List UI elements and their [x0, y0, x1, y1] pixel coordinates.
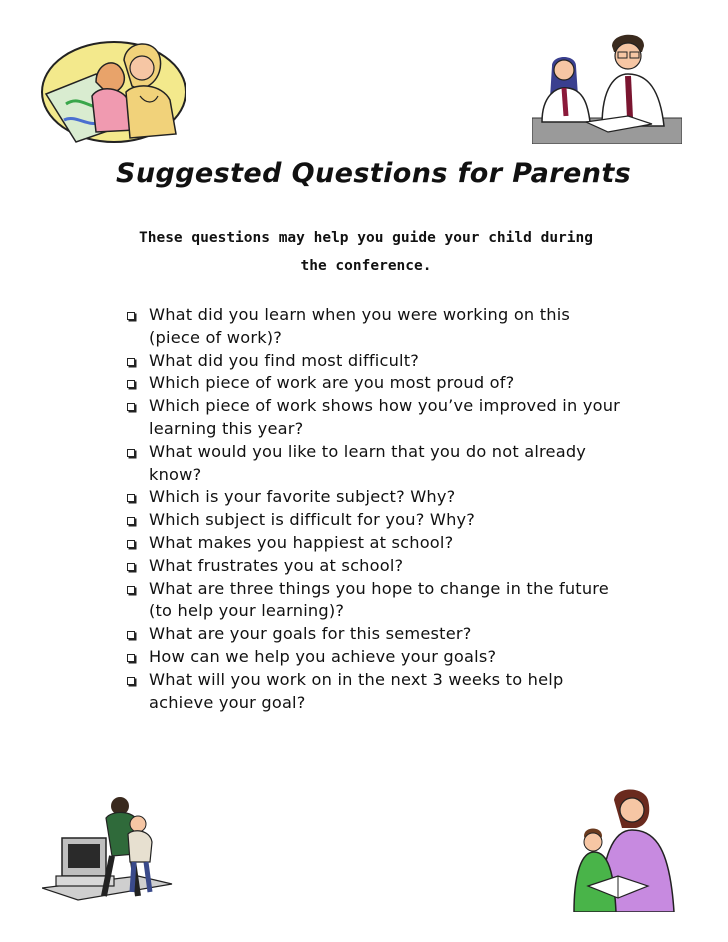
parent-child-computer-icon	[42, 796, 192, 912]
square-bullet-icon	[127, 494, 135, 502]
list-item	[126, 646, 626, 669]
intro-line-2: the conference.	[300, 258, 432, 274]
list-item	[126, 486, 626, 509]
list-item	[126, 372, 626, 395]
square-bullet-icon	[127, 654, 135, 662]
question-text: What are your goals for this semester?	[149, 624, 472, 644]
square-bullet-icon	[127, 312, 135, 320]
square-bullet-icon	[127, 403, 135, 411]
question-text: How can we help you achieve your goals?	[149, 646, 497, 666]
list-item	[126, 441, 626, 487]
intro-line-1: These questions may help you guide your child during	[139, 230, 593, 246]
question-text: Which piece of work are you most proud of?	[149, 373, 515, 393]
mother-child-book-icon	[570, 786, 684, 912]
square-bullet-icon	[127, 563, 135, 571]
square-bullet-icon	[127, 517, 135, 525]
question-text: What did you find most difficult?	[149, 350, 420, 370]
question-text: Which piece of work shows how you’ve improved in your learning this year?	[149, 396, 621, 438]
question-text: What did you learn when you were working on this (piece of work)?	[149, 305, 571, 347]
list-item	[126, 304, 626, 350]
page-title: Suggested Questions for Parents	[116, 158, 632, 189]
square-bullet-icon	[127, 677, 135, 685]
list-item	[126, 623, 626, 646]
square-bullet-icon	[127, 380, 135, 388]
question-text: Which subject is difficult for you? Why?	[149, 510, 476, 530]
list-item	[126, 555, 626, 578]
list-item	[126, 350, 626, 373]
question-text: What will you work on in the next 3 weeks to help achieve your goal?	[149, 669, 564, 712]
question-text: What makes you happiest at school?	[149, 532, 454, 552]
list-item	[126, 669, 626, 715]
list-item	[126, 578, 626, 624]
square-bullet-icon	[127, 540, 135, 548]
list-item	[126, 532, 626, 555]
list-item	[126, 395, 626, 441]
square-bullet-icon	[127, 586, 135, 594]
teacher-student-desk-icon	[532, 26, 682, 144]
square-bullet-icon	[127, 358, 135, 366]
question-text: What frustrates you at school?	[149, 555, 404, 575]
question-text: Which is your favorite subject? Why?	[149, 487, 456, 507]
question-text: What are three things you hope to change in the future (to help your learning)?	[149, 578, 609, 621]
question-text: What would you like to learn that you do not already know?	[149, 441, 587, 484]
intro-text	[116, 224, 616, 280]
question-list	[126, 304, 626, 714]
square-bullet-icon	[127, 631, 135, 639]
square-bullet-icon	[127, 449, 135, 457]
list-item	[126, 509, 626, 532]
mother-daughter-reading-icon	[36, 34, 186, 146]
